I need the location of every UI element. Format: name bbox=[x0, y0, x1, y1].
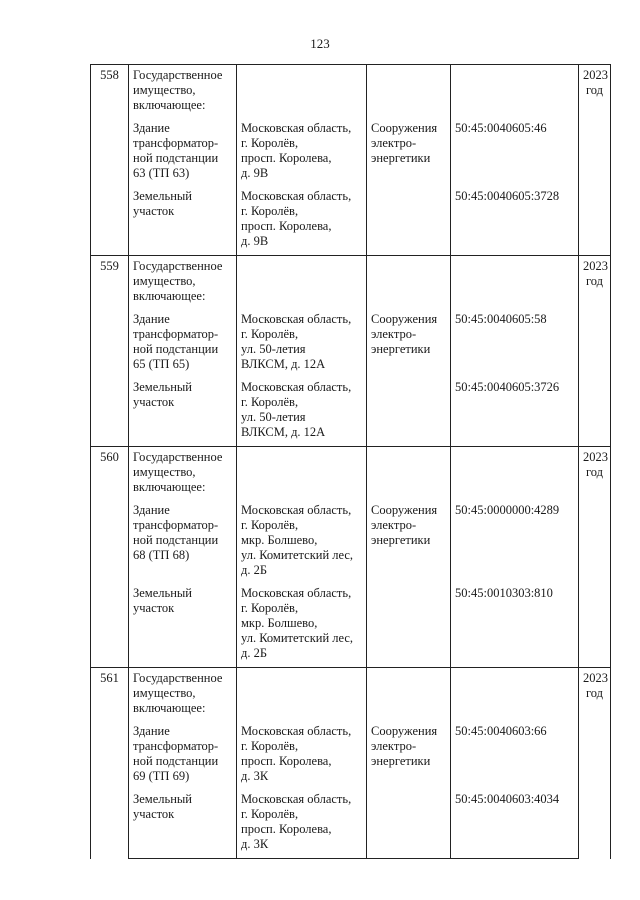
entry-row bbox=[91, 447, 611, 502]
property-item-row bbox=[91, 584, 611, 668]
entry-year: 2023 год bbox=[579, 256, 611, 447]
property-item-row bbox=[91, 378, 611, 447]
cadastral-number: 50:45:0040603:66 bbox=[451, 722, 579, 790]
empty-cell bbox=[451, 668, 579, 723]
property-address: Московская область, г. Королёв, ул. 50-летия ВЛКСМ, д. 12А bbox=[237, 378, 367, 447]
property-address: Московская область, г. Королёв, мкр. Болшево, ул. Комитетский лес, д. 2Б bbox=[237, 501, 367, 584]
entry-row bbox=[91, 668, 611, 723]
property-purpose: Сооружения электро- энергетики bbox=[367, 119, 451, 187]
entry-year: 2023 год bbox=[579, 447, 611, 668]
property-address: Московская область, г. Королёв, просп. Королева, д. 9В bbox=[237, 119, 367, 187]
property-purpose bbox=[367, 790, 451, 859]
empty-cell bbox=[237, 447, 367, 502]
property-name: Земельный участок bbox=[129, 378, 237, 447]
property-registry-table bbox=[90, 64, 611, 859]
property-address: Московская область, г. Королёв, просп. Королева, д. 9В bbox=[237, 187, 367, 256]
property-name: Здание трансформатор- ной подстанции 69 (ТП 69) bbox=[129, 722, 237, 790]
property-name: Здание трансформатор- ной подстанции 65 (ТП 65) bbox=[129, 310, 237, 378]
cadastral-number: 50:45:0040605:3726 bbox=[451, 378, 579, 447]
entry-number: 561 bbox=[91, 668, 129, 859]
property-purpose bbox=[367, 584, 451, 668]
property-item-row bbox=[91, 119, 611, 187]
empty-cell bbox=[237, 668, 367, 723]
entry-group-label: Государственное имущество, включающее: bbox=[129, 668, 237, 723]
cadastral-number: 50:45:0040605:46 bbox=[451, 119, 579, 187]
empty-cell bbox=[367, 256, 451, 311]
empty-cell bbox=[451, 256, 579, 311]
cadastral-number: 50:45:0040603:4034 bbox=[451, 790, 579, 859]
property-name: Земельный участок bbox=[129, 790, 237, 859]
entry-row bbox=[91, 256, 611, 311]
property-item-row bbox=[91, 790, 611, 859]
entry-year: 2023 год bbox=[579, 668, 611, 859]
property-address: Московская область, г. Королёв, просп. Королева, д. 3К bbox=[237, 722, 367, 790]
property-purpose: Сооружения электро- энергетики bbox=[367, 501, 451, 584]
property-address: Московская область, г. Королёв, ул. 50-летия ВЛКСМ, д. 12А bbox=[237, 310, 367, 378]
property-purpose bbox=[367, 378, 451, 447]
property-name: Здание трансформатор- ной подстанции 68 (ТП 68) bbox=[129, 501, 237, 584]
entry-group-label: Государственное имущество, включающее: bbox=[129, 65, 237, 120]
property-item-row bbox=[91, 187, 611, 256]
cadastral-number: 50:45:0000000:4289 bbox=[451, 501, 579, 584]
entry-number: 559 bbox=[91, 256, 129, 447]
property-purpose: Сооружения электро- энергетики bbox=[367, 310, 451, 378]
entry-group-label: Государственное имущество, включающее: bbox=[129, 447, 237, 502]
property-purpose bbox=[367, 187, 451, 256]
entry-number: 560 bbox=[91, 447, 129, 668]
property-address: Московская область, г. Королёв, мкр. Болшево, ул. Комитетский лес, д. 2Б bbox=[237, 584, 367, 668]
property-item-row bbox=[91, 722, 611, 790]
empty-cell bbox=[367, 65, 451, 120]
entry-number: 558 bbox=[91, 65, 129, 256]
empty-cell bbox=[237, 65, 367, 120]
empty-cell bbox=[237, 256, 367, 311]
empty-cell bbox=[367, 668, 451, 723]
property-name: Здание трансформатор- ной подстанции 63 (ТП 63) bbox=[129, 119, 237, 187]
entry-group-label: Государственное имущество, включающее: bbox=[129, 256, 237, 311]
property-item-row bbox=[91, 501, 611, 584]
page-number: 123 bbox=[310, 36, 330, 51]
property-address: Московская область, г. Королёв, просп. Королева, д. 3К bbox=[237, 790, 367, 859]
empty-cell bbox=[367, 447, 451, 502]
entry-row bbox=[91, 65, 611, 120]
property-purpose: Сооружения электро- энергетики bbox=[367, 722, 451, 790]
cadastral-number: 50:45:0040605:3728 bbox=[451, 187, 579, 256]
empty-cell bbox=[451, 65, 579, 120]
empty-cell bbox=[451, 447, 579, 502]
property-name: Земельный участок bbox=[129, 584, 237, 668]
cadastral-number: 50:45:0010303:810 bbox=[451, 584, 579, 668]
cadastral-number: 50:45:0040605:58 bbox=[451, 310, 579, 378]
entry-year: 2023 год bbox=[579, 65, 611, 256]
property-item-row bbox=[91, 310, 611, 378]
property-name: Земельный участок bbox=[129, 187, 237, 256]
